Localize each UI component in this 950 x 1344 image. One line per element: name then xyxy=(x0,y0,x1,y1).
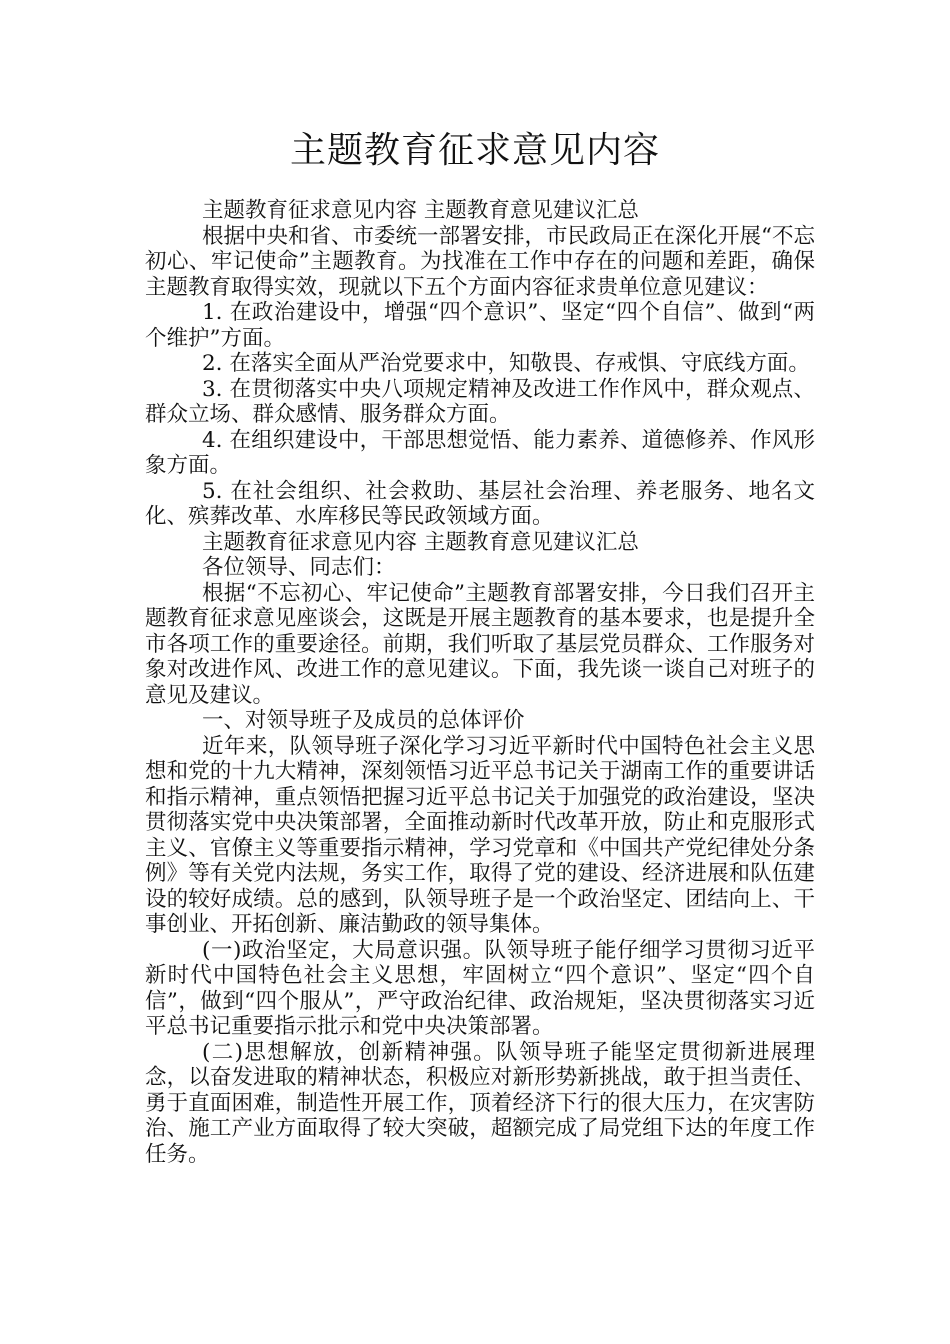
paragraph: 1. 在政治建设中，增强“四个意识”、坚定“四个自信”、做到“两个维护”方面。 xyxy=(145,300,815,351)
paragraph: 3. 在贯彻落实中央八项规定精神及改进工作作风中，群众观点、群众立场、群众感情、服务群众方面。 xyxy=(145,376,815,427)
document-title: 主题教育征求意见内容 xyxy=(289,130,660,171)
paragraph: 各位领导、同志们： xyxy=(202,555,396,580)
document-body xyxy=(145,198,815,1167)
paragraph: 一、对领导班子及成员的总体评价 xyxy=(202,708,525,733)
paragraph: 根据“不忘初心、牢记使命”主题教育部署安排，今日我们召开主题教育征求意见座谈会，这既是开展主题教育的基本要求，也是提升全市各项工作的重要途径。前期，我们听取了基层党员群众、工作服务对象对改进作风、改进工作的意见建议。下面，我先谈一谈自己对班子的意见及建议。 xyxy=(145,580,815,708)
paragraph: 5. 在社会组织、社会救助、基层社会治理、养老服务、地名文化、殡葬改革、水库移民等民政领域方面。 xyxy=(145,478,815,529)
paragraph: 主题教育征求意见内容 主题教育意见建议汇总 xyxy=(202,529,639,555)
paragraph: (一)政治坚定，大局意识强。队领导班子能仔细学习贯彻习近平新时代中国特色社会主义思想，牢固树立“四个意识”、坚定“四个自信”，做到“四个服从”，严守政治纪律、政治规矩，坚决贯彻落实习近平总书记重要指示批示和党中央决策部署。 xyxy=(145,937,815,1039)
paragraph: 根据中央和省、市委统一部署安排，市民政局正在深化开展“不忘初心、牢记使命”主题教育。为找准在工作中存在的问题和差距，确保主题教育取得实效，现就以下五个方面内容征求贵单位意见建议： xyxy=(145,223,815,300)
paragraph: 4. 在组织建设中，干部思想觉悟、能力素养、道德修养、作风形象方面。 xyxy=(145,427,815,478)
paragraph: 2. 在落实全面从严治党要求中，知敬畏、存戒惧、守底线方面。 xyxy=(202,351,810,376)
paragraph: 主题教育征求意见内容 主题教育意见建议汇总 xyxy=(202,198,639,223)
paragraph: 近年来，队领导班子深化学习习近平新时代中国特色社会主义思想和党的十九大精神，深刻领悟习近平总书记关于湖南工作的重要讲话和指示精神，重点领悟把握习近平总书记关于加强党的政治建设，坚决贯彻落实党中央决策部署，全面推动新时代改革开放，防止和克服形式主义、官僚主义等重要指示精神，学习党章和《中国共产党纪律处分条例》等有关党内法规，务实工作，取得了党的建设、经济进展和队伍建设的较好成绩。总的感到，队领导班子是一个政治坚定、团结向上、干事创业、开拓创新、廉洁勤政的领导集体。 xyxy=(145,733,815,937)
paragraph: (二)思想解放，创新精神强。队领导班子能坚定贯彻新进展理念，以奋发进取的精神状态，积极应对新形势新挑战，敢于担当责任、勇于直面困难，制造性开展工作，顶着经济下行的很大压力，在灾害防治、施工产业方面取得了较大突破，超额完成了局党组下达的年度工作任务。 xyxy=(145,1039,815,1167)
